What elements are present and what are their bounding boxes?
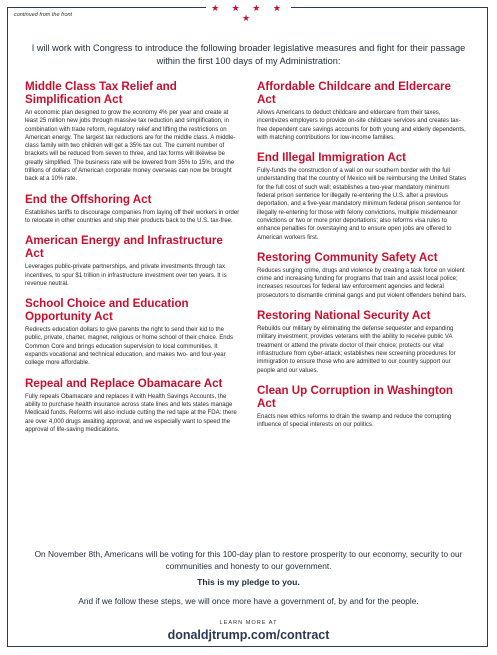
- section-title: End the Offshoring Act: [25, 192, 152, 206]
- section: [25, 297, 240, 367]
- section-body: Fully repeals Obamacare and replaces it with Health Savings Accounts, the ability to purchase health insurance across state lines and lets states manage Medicaid funds. Reforms will also include cutting the red tape at the FDA: there are over 4,000 drugs awaiting approval, and we especially want to speed the approval of life-saving medications.: [25, 393, 237, 433]
- section-title: Repeal and Replace Obamacare Act: [25, 376, 223, 390]
- section-body: Allows Americans to deduct childcare and eldercare from their taxes, incentivizes employers to provide on-site childcare services and creates tax-free dependent care savings accounts for both young and elderly dependents, with matching contributions for low-income families.: [257, 110, 466, 141]
- learn-more-label: LEARN MORE AT: [219, 620, 278, 626]
- section-title: American Energy and Infrastructure Act: [25, 234, 223, 261]
- section: [257, 80, 469, 142]
- section: [257, 251, 469, 300]
- section-body: Fully-funds the construction of a wall on our southern border with the full understanding that the country of Mexico will be reimbursing the United States for the full cost of such wall; establishes a two-year mandatory minimum federal prison sentence for illegally re-entering the U.S. after a previous deportation, and a five-year mandatory minimum federal prison sentence for illegally re-entering for those with felony convictions, multiple misdemeanor convictions or two or more prior deportations; also reforms visa rules to enhance penalties for overstaying and to ensure open jobs are offered to American workers first.: [257, 168, 467, 241]
- section-title: End Illegal Immigration Act: [257, 151, 407, 165]
- right-column: [257, 80, 469, 438]
- section: [257, 151, 469, 242]
- section-title: Affordable Childcare and Eldercare Act: [257, 80, 451, 106]
- outro-text: On November 8th, Americans will be voting for this 100-day plan to restore prosperity to our economy, security to our communities and honesty to our government.: [34, 549, 463, 571]
- continued-note: continued from the front: [14, 12, 73, 18]
- section: [25, 377, 240, 434]
- section-title: Restoring Community Safety Act: [257, 250, 438, 264]
- contract-url-link[interactable]: donaldjtrump.com/contract: [167, 628, 330, 642]
- section-title: Middle Class Tax Relief and Simplification Act: [25, 80, 177, 106]
- pledge-line: This is my pledge to you.: [197, 577, 300, 587]
- section-body: Establishes tariffs to discourage companies from laying off their workers in order to relocate in other countries and ship their products back to the U.S. tax-free.: [25, 209, 240, 224]
- section-body: Redirects education dollars to give parents the right to send their kid to the public, private, charter, magnet, religious or home school of their choice. Ends Common Core and brings education supervision to local communities. It expands vocational and technical education, and makes two- and four-year college more affordable.: [25, 327, 234, 367]
- section: [257, 384, 469, 430]
- section-title: School Choice and Education Opportunity Act: [25, 297, 189, 324]
- intro-paragraph: I will work with Congress to introduce the following broader legislative measures and fight for their passage within the first 100 days of my Administration:: [31, 43, 466, 66]
- section: [25, 234, 240, 288]
- section-title: Clean Up Corruption in Washington Act: [257, 383, 454, 410]
- section: [257, 309, 469, 375]
- section: [25, 193, 240, 226]
- stars-icon: ★ ★ ★ ★ ★: [206, 3, 291, 23]
- section-body: Leverages public-private partnerships, and private investments through tax incentives, to spur $1 trillion in infrastructure investment over ten years. It is revenue neutral.: [25, 264, 227, 287]
- section: [25, 80, 240, 184]
- left-column: [25, 80, 240, 443]
- section-body: An economic plan designed to grow the economy 4% per year and create at least 25 million new jobs through massive tax reduction and simplification, in combination with trade reform, regulatory relief and lifting the restrictions on American energy. The largest tax reductions are for the middle class. A middle-class family with two children will get a 35% tax cut. The current number of brackets will be reduced from seven to three, and tax forms will likewise be greatly simplified. The business rate will be lowered from 35% to 15%, and the trillions of dollars of American corporate money overseas can now be brought back at a 10% rate.: [25, 110, 236, 183]
- section-body: Reduces surging crime, drugs and violence by creating a task force on violent crime and increasing funding for programs that train and assist local police; increases resources for federal law enforcement agencies and federal prosecutors to dismantle criminal gangs and put violent offenders behind bars.: [257, 267, 467, 299]
- section-body: Enacts new ethics reforms to drain the swamp and reduce the corrupting influence of special interests on our politics.: [257, 413, 452, 429]
- outro-paragraph: [20, 548, 477, 572]
- closing-line: And if we follow these steps, we will once more have a government of, by and for the people.: [78, 596, 419, 606]
- section-body: Rebuilds our military by eliminating the defense sequester and expanding military investment; provides veterans with the ability to receive public VA treatment or attend the private doctor of their choice; protects our vital infrastructure from cyber-attack; establishes new screening procedures for immigration to ensure those who are admitted to our country support our people and our values.: [257, 326, 456, 374]
- section-title: Restoring National Security Act: [257, 309, 431, 323]
